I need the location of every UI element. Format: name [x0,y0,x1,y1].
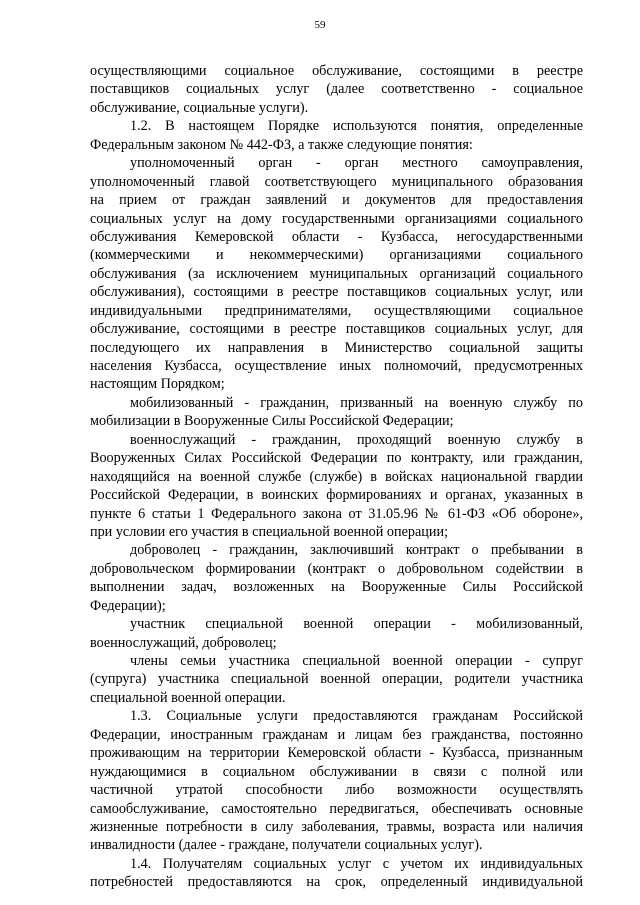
text-line: инвалидности (далее - граждане, получатели социальных услуг). [90,837,483,854]
text-line: осуществляющими социальное обслуживание, состоящими в реестре [90,63,583,79]
text-line: последующего их направления в Министерство социальной защиты [90,339,583,356]
text-line: частичной утратой способности либо возможности осуществлять [90,782,583,799]
text-line: 1.3. Социальные услуги предоставляются гражданам Российской [130,708,583,725]
text-line: военнослужащий - гражданин, проходящий военную службу в [130,431,583,448]
text-line: (супруга) участника специальной военной операции, родители участника [90,671,583,688]
text-line: потребностей предоставляются на срок, определенный индивидуальной [90,874,583,891]
text-line: настоящим Порядком; [90,376,225,393]
text-line: обслуживание, состоящими в реестре поставщиков социальных услуг, для [90,321,583,338]
page-number: 59 [314,19,326,31]
text-line: поставщиков социальных услуг (далее соответственно - социальное [90,81,583,98]
body-text [90,62,583,892]
text-line: социальных услуг на дому государственными организациями социального [90,210,583,227]
text-line: мобилизованный - гражданин, призванный на военную службу по [130,394,583,411]
text-line: обслуживания), состоящими в реестре поставщиков социальных услуг, или [90,284,583,301]
text-line: на прием от граждан заявлений и документов для предоставления [90,192,583,209]
text-line: уполномоченный главой соответствующего муниципального образования [90,173,583,190]
text-line: доброволец - гражданин, заключивший контракт о пребывании в [130,542,583,559]
text-line: жизненные потребности в силу заболевания, травмы, возраста или наличия [90,818,583,835]
text-line: выполнении задач, возложенных на Вооруженные Силы Российской [90,579,583,596]
text-line: проживающим на территории Кемеровской области - Кузбасса, признанным [90,745,583,762]
text-line: 1.4. Получателям социальных услуг с учетом их индивидуальных [130,855,583,872]
text-line: мобилизации в Вооруженные Силы Российской Федерации; [90,413,454,430]
text-line: Российской Федерации, в воинских формированиях и органах, указанных в [90,487,583,504]
text-line: специальной военной операции. [90,689,286,706]
text-line: пункте 6 статьи 1 Федерального закона от 31.05.96 № 61-ФЗ «Об обороне», [90,505,583,522]
text-line: военнослужащий, доброволец; [90,634,277,651]
text-line: обслуживания (за исключением муниципальных организаций социального [90,265,583,282]
text-line: уполномоченный орган - орган местного самоуправления, [130,155,583,172]
text-line: члены семьи участника специальной военной операции - супруг [130,653,583,669]
text-line: индивидуальными предпринимателями, осуществляющими социальное [90,302,583,319]
text-line: нуждающимися в социальном обслуживании в связи с полной или [90,763,583,780]
text-line: добровольческом формировании (контракт о добровольном содействии в [90,560,583,577]
text-line: находящийся на военной службе (службе) в войсках национальной гвардии [90,468,583,485]
text-line: участник специальной военной операции - мобилизованный, [130,616,583,633]
text-line: 1.2. В настоящем Порядке используются понятия, определенные [130,118,583,135]
text-line: обслуживание, социальные услуги). [90,99,309,116]
text-line: при условии его участия в специальной военной операции; [90,523,449,540]
text-line: (коммерческими и некоммерческими) организациями социального [90,247,583,264]
text-line: Федерации); [90,597,166,614]
text-line: Вооруженных Силах Российской Федерации по контракту, или гражданин, [90,450,583,467]
text-line: Федерации, иностранным гражданам и лицам без гражданства, постоянно [90,726,583,743]
text-line: самообслуживание, самостоятельно передвигаться, обеспечивать основные [90,800,583,817]
text-line: населения Кузбасса, осуществление иных полномочий, предусмотренных [90,358,583,374]
text-line: Федеральным законом № 442-ФЗ, а также следующие понятия: [90,136,473,153]
text-line: обслуживания Кемеровской области - Кузбасса, негосударственными [90,228,583,245]
